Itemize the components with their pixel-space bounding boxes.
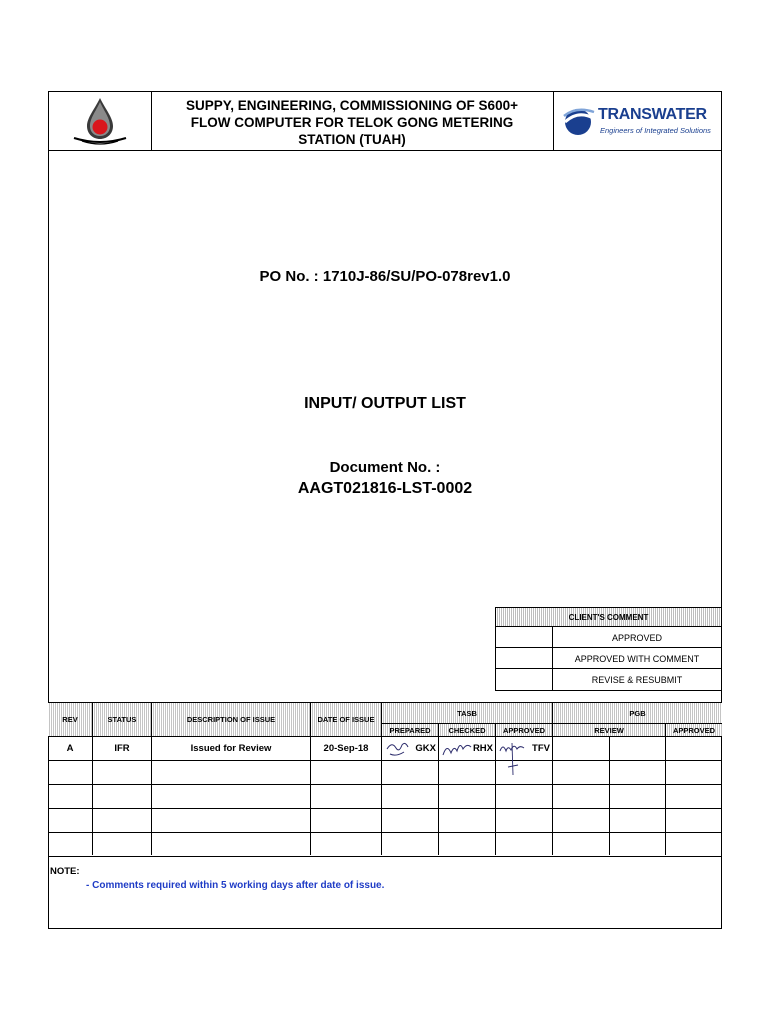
- col-approved-header: APPROVED: [496, 724, 552, 736]
- document-title: INPUT/ OUTPUT LIST: [304, 395, 466, 412]
- approved-with-comment-checkbox[interactable]: [496, 648, 553, 669]
- client-comment-option: APPROVED WITH COMMENT: [574, 653, 700, 664]
- col-review-header: REVIEW: [553, 724, 665, 736]
- header-divider: [48, 150, 722, 151]
- grid-line: [381, 703, 382, 855]
- grid-line: [92, 703, 93, 855]
- revise-resubmit-checkbox[interactable]: [496, 669, 553, 690]
- client-comment-approved-with-comment[interactable]: [496, 647, 721, 669]
- row-status: IFR: [114, 743, 130, 754]
- note-text: - Comments required within 5 working days after date of issue.: [86, 880, 385, 891]
- approved-signature: [498, 739, 532, 777]
- project-title-line-1: SUPPY, ENGINEERING, COMMISSIONING OF S600+: [186, 97, 518, 113]
- row-review: [553, 737, 665, 760]
- client-logo: [60, 94, 140, 148]
- row-description: Issued for Review: [190, 743, 272, 754]
- prepared-signature: [384, 739, 418, 759]
- note-label: NOTE:: [50, 866, 80, 877]
- col-date-header: DATE OF ISSUE: [311, 703, 381, 736]
- client-comment-heading: CLIENT'S COMMENT: [496, 608, 721, 627]
- col-status-header: STATUS: [93, 703, 151, 736]
- project-title-line-3: STATION (TUAH): [298, 131, 406, 147]
- client-comment-option: APPROVED: [611, 632, 662, 643]
- approved-initials: TFV: [532, 743, 550, 754]
- document-number-label: Document No. :: [329, 459, 441, 476]
- header-divider-right: [553, 91, 554, 150]
- col-description-header: DESCRIPTION OF ISSUE: [152, 703, 310, 736]
- row-approved: [496, 737, 552, 760]
- brand-name: TRANSWATER: [598, 106, 707, 123]
- approved-checkbox[interactable]: [496, 627, 553, 648]
- project-title: [152, 94, 552, 150]
- client-comment-revise-resubmit[interactable]: [496, 668, 721, 690]
- row-date: 20-Sep-18: [323, 743, 369, 754]
- brand-tagline: Engineers of Integrated Solutions: [600, 126, 711, 135]
- po-number: PO No. : 1710J-86/SU/PO-078rev1.0: [259, 268, 511, 285]
- col-rev-header: REV: [48, 703, 92, 736]
- col-prepared-header: PREPARED: [382, 724, 438, 736]
- row-prepared: [382, 737, 438, 760]
- col-checked-header: CHECKED: [439, 724, 495, 736]
- document-number: AAGT021816-LST-0002: [297, 480, 473, 497]
- checked-signature: [441, 739, 475, 759]
- grid-line: [48, 760, 722, 761]
- pgb-header: PGB: [553, 703, 722, 723]
- grid-line: [151, 703, 152, 855]
- client-comment-approved[interactable]: [496, 626, 721, 648]
- grid-line: [48, 784, 722, 785]
- grid-line: [48, 832, 722, 833]
- checked-initials: RHX: [472, 743, 493, 754]
- row-checked: [439, 737, 495, 760]
- project-title-line-2: FLOW COMPUTER FOR TELOK GONG METERING: [190, 114, 514, 130]
- grid-line: [552, 703, 553, 855]
- prepared-initials: GKX: [415, 743, 436, 754]
- tasb-header: TASB: [382, 703, 552, 723]
- grid-line: [310, 703, 311, 855]
- grid-line: [48, 808, 722, 809]
- col-pgb-approved-header: APPROVED: [666, 724, 722, 736]
- row-pgb-approved: [666, 737, 722, 760]
- client-comment-option: REVISE & RESUBMIT: [591, 674, 683, 685]
- revision-table: [48, 702, 722, 857]
- row-rev: A: [66, 743, 74, 754]
- client-comment-table: [495, 607, 722, 691]
- transwater-logo: [558, 100, 718, 144]
- transwater-globe-icon: [560, 102, 596, 138]
